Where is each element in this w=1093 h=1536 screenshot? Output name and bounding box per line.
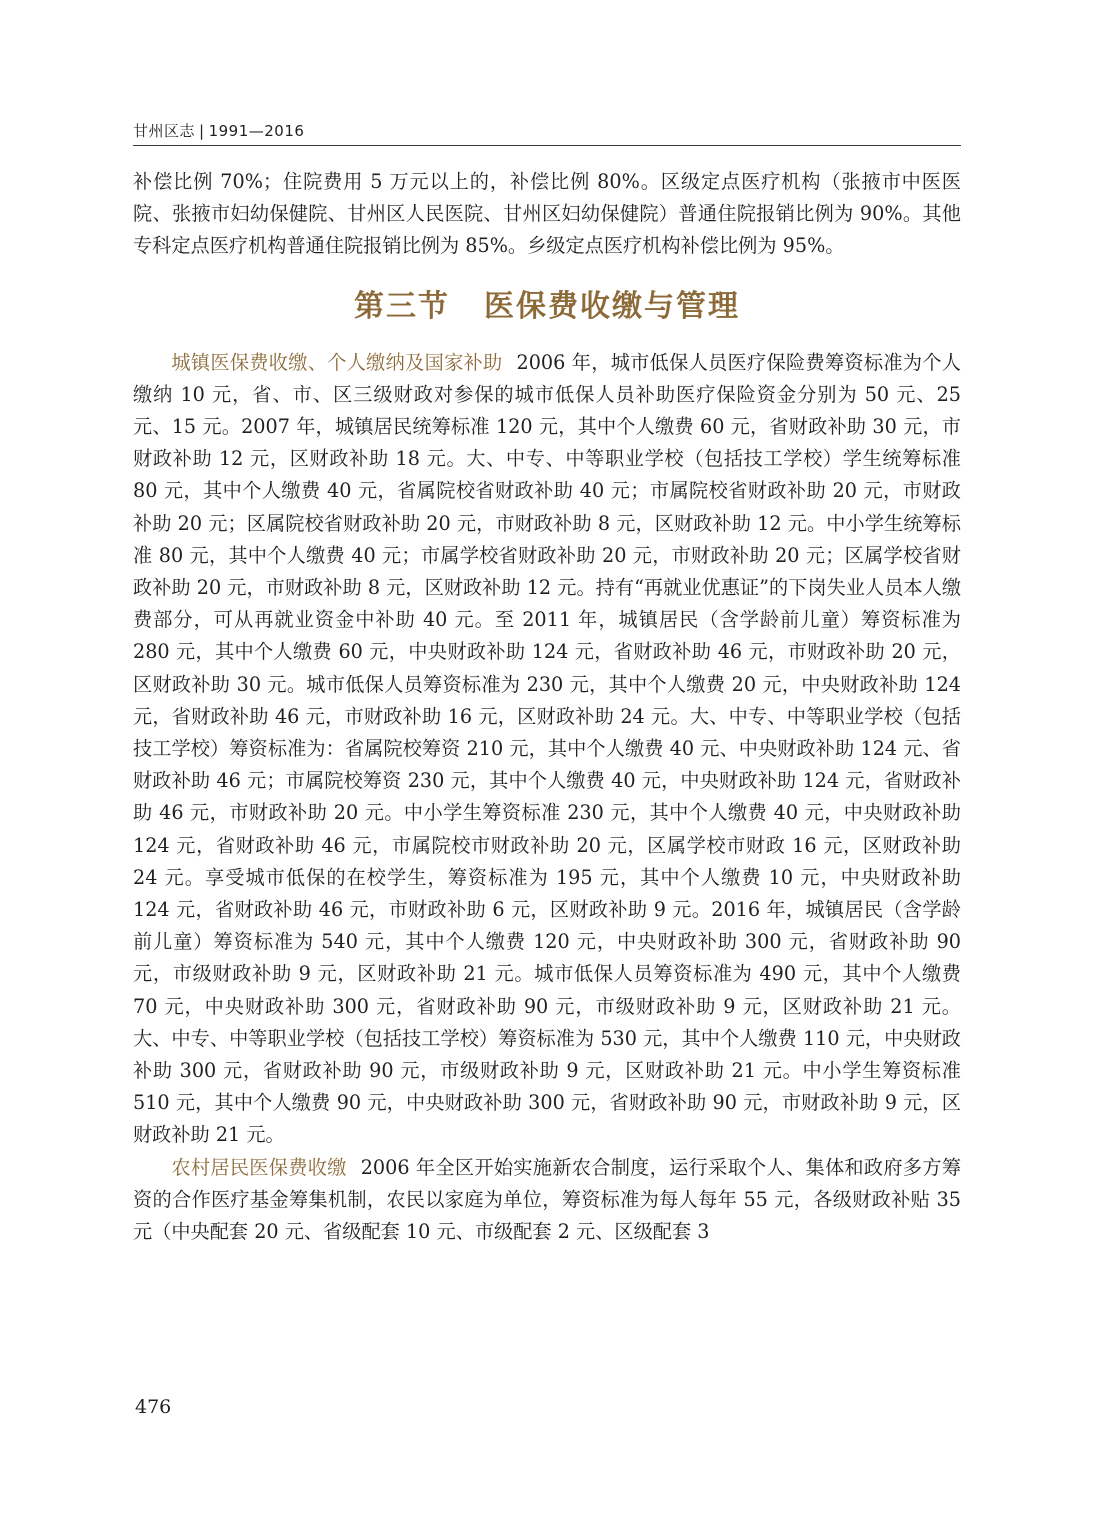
paragraph-lead: 城镇医保费收缴、个人缴纳及国家补助 [171,350,503,374]
page-number: 476 [135,1396,172,1418]
paragraph-rural-insurance [133,1152,961,1249]
book-title: 甘州区志 [133,122,196,140]
section-title [133,287,961,327]
intro-paragraph: 补偿比例 70%；住院费用 5 万元以上的，补偿比例 80%。区级定点医疗机构（张掖市中医医院、张掖市妇幼保健院、甘州区人民医院、甘州区妇幼保健院）普通住院报销比例为 90%。其他专科定点医疗机构普通住院报销比例为 85%。乡级定点医疗机构补偿比例为 95%。 [133,170,961,258]
section-name: 医保费收缴与管理 [484,288,740,324]
header-separator: | [199,122,205,140]
book-period: 1991—2016 [208,122,305,140]
running-header [133,119,961,146]
section-number: 第三节 [354,288,450,324]
paragraph-text: 2006 年全区开始实施新农合制度，运行采取个人、集体和政府多方筹资的合作医疗基金筹集机制，农民以家庭为单位，筹资标准为每人每年 55 元，各级财政补贴 35 元（中央配套 20 元、省级配套 10 元、市级配套 2 元、区级配套 3 [133,1155,962,1244]
paragraph-urban-insurance [133,347,961,1152]
paragraph-lead: 农村居民医保费收缴 [171,1155,347,1179]
page-content [133,166,961,1248]
paragraph-text: 2006 年，城市低保人员医疗保险费筹资标准为个人缴纳 10 元，省、市、区三级财政对参保的城市低保人员补助医疗保险资金分别为 50 元、25 元、15 元。2007 年，城镇居民统筹标准 120 元，其中个人缴费 60 元，省财政补助 30 元，市财政补助 12 元，区财政补助 18 元。大、中专、中等职业学校（包括技工学校）学生统筹标准 80 元，其中个人缴费 40 元，省属院校省财政补助 40 元；市属院校省财政补助 20 元，市财政补助 20 元；区属院校省财政补助 20 元，市财政补助 8 元，区财政补助 12 元。中小学生统筹标准 80 元，其中个人缴费 40 元；市属学校省财政补助 20 元，市财政补助 20 元；区属学校省财政补助 20 元，市财政补助 8 元，区财政补助 12 元。持有“再就业优惠证”的下岗失业人员本人缴费部分，可从再就业资金中补助 40 元。至 2011 年，城镇居民（含学龄前儿童）筹资标准为 280 元，其中个人缴费 60 元，中央财政补助 124 元，省财政补助 46 元，市财政补助 20 元，区财政补助 30 元。城市低保人员筹资标准为 230 元，其中个人缴费 20 元，中央财政补助 124 元，省财政补助 46 元，市财政补助 16 元，区财政补助 24 元。大、中专、中等职业学校（包括技工学校）筹资标准为：省属院校筹资 210 元，其中个人缴费 40 元、中央财政补助 124 元、省财政补助 46 元；市属院校筹资 230 元，其中个人缴费 40 元，中央财政补助 124 元，省财政补助 46 元，市财政补助 20 元。中小学生筹资标准 230 元，其中个人缴费 40 元，中央财政补助 124 元，省财政补助 46 元，市属院校市财政补助 20 元，区属学校市财政 16 元，区财政补助 24 元。享受城市低保的在校学生，筹资标准为 195 元，其中个人缴费 10 元，中央财政补助 124 元，省财政补助 46 元，市财政补助 6 元，区财政补助 9 元。2016 年，城镇居民（含学龄前儿童）筹资标准为 540 元，其中个人缴费 120 元，中央财政补助 300 元，省财政补助 90 元，市级财政补助 9 元，区财政补助 21 元。城市低保人员筹资标准为 490 元，其中个人缴费 70 元，中央财政补助 300 元，省财政补助 90 元，市级财政补助 9 元，区财政补助 21 元。大、中专、中等职业学校（包括技工学校）筹资标准为 530 元，其中个人缴费 110 元，中央财政补助 300 元，省财政补助 90 元，市级财政补助 9 元，区财政补助 21 元。中小学生筹资标准 510 元，其中个人缴费 90 元，中央财政补助 300 元，省财政补助 90 元，市财政补助 9 元，区财政补助 21 元。 [133,350,961,1147]
